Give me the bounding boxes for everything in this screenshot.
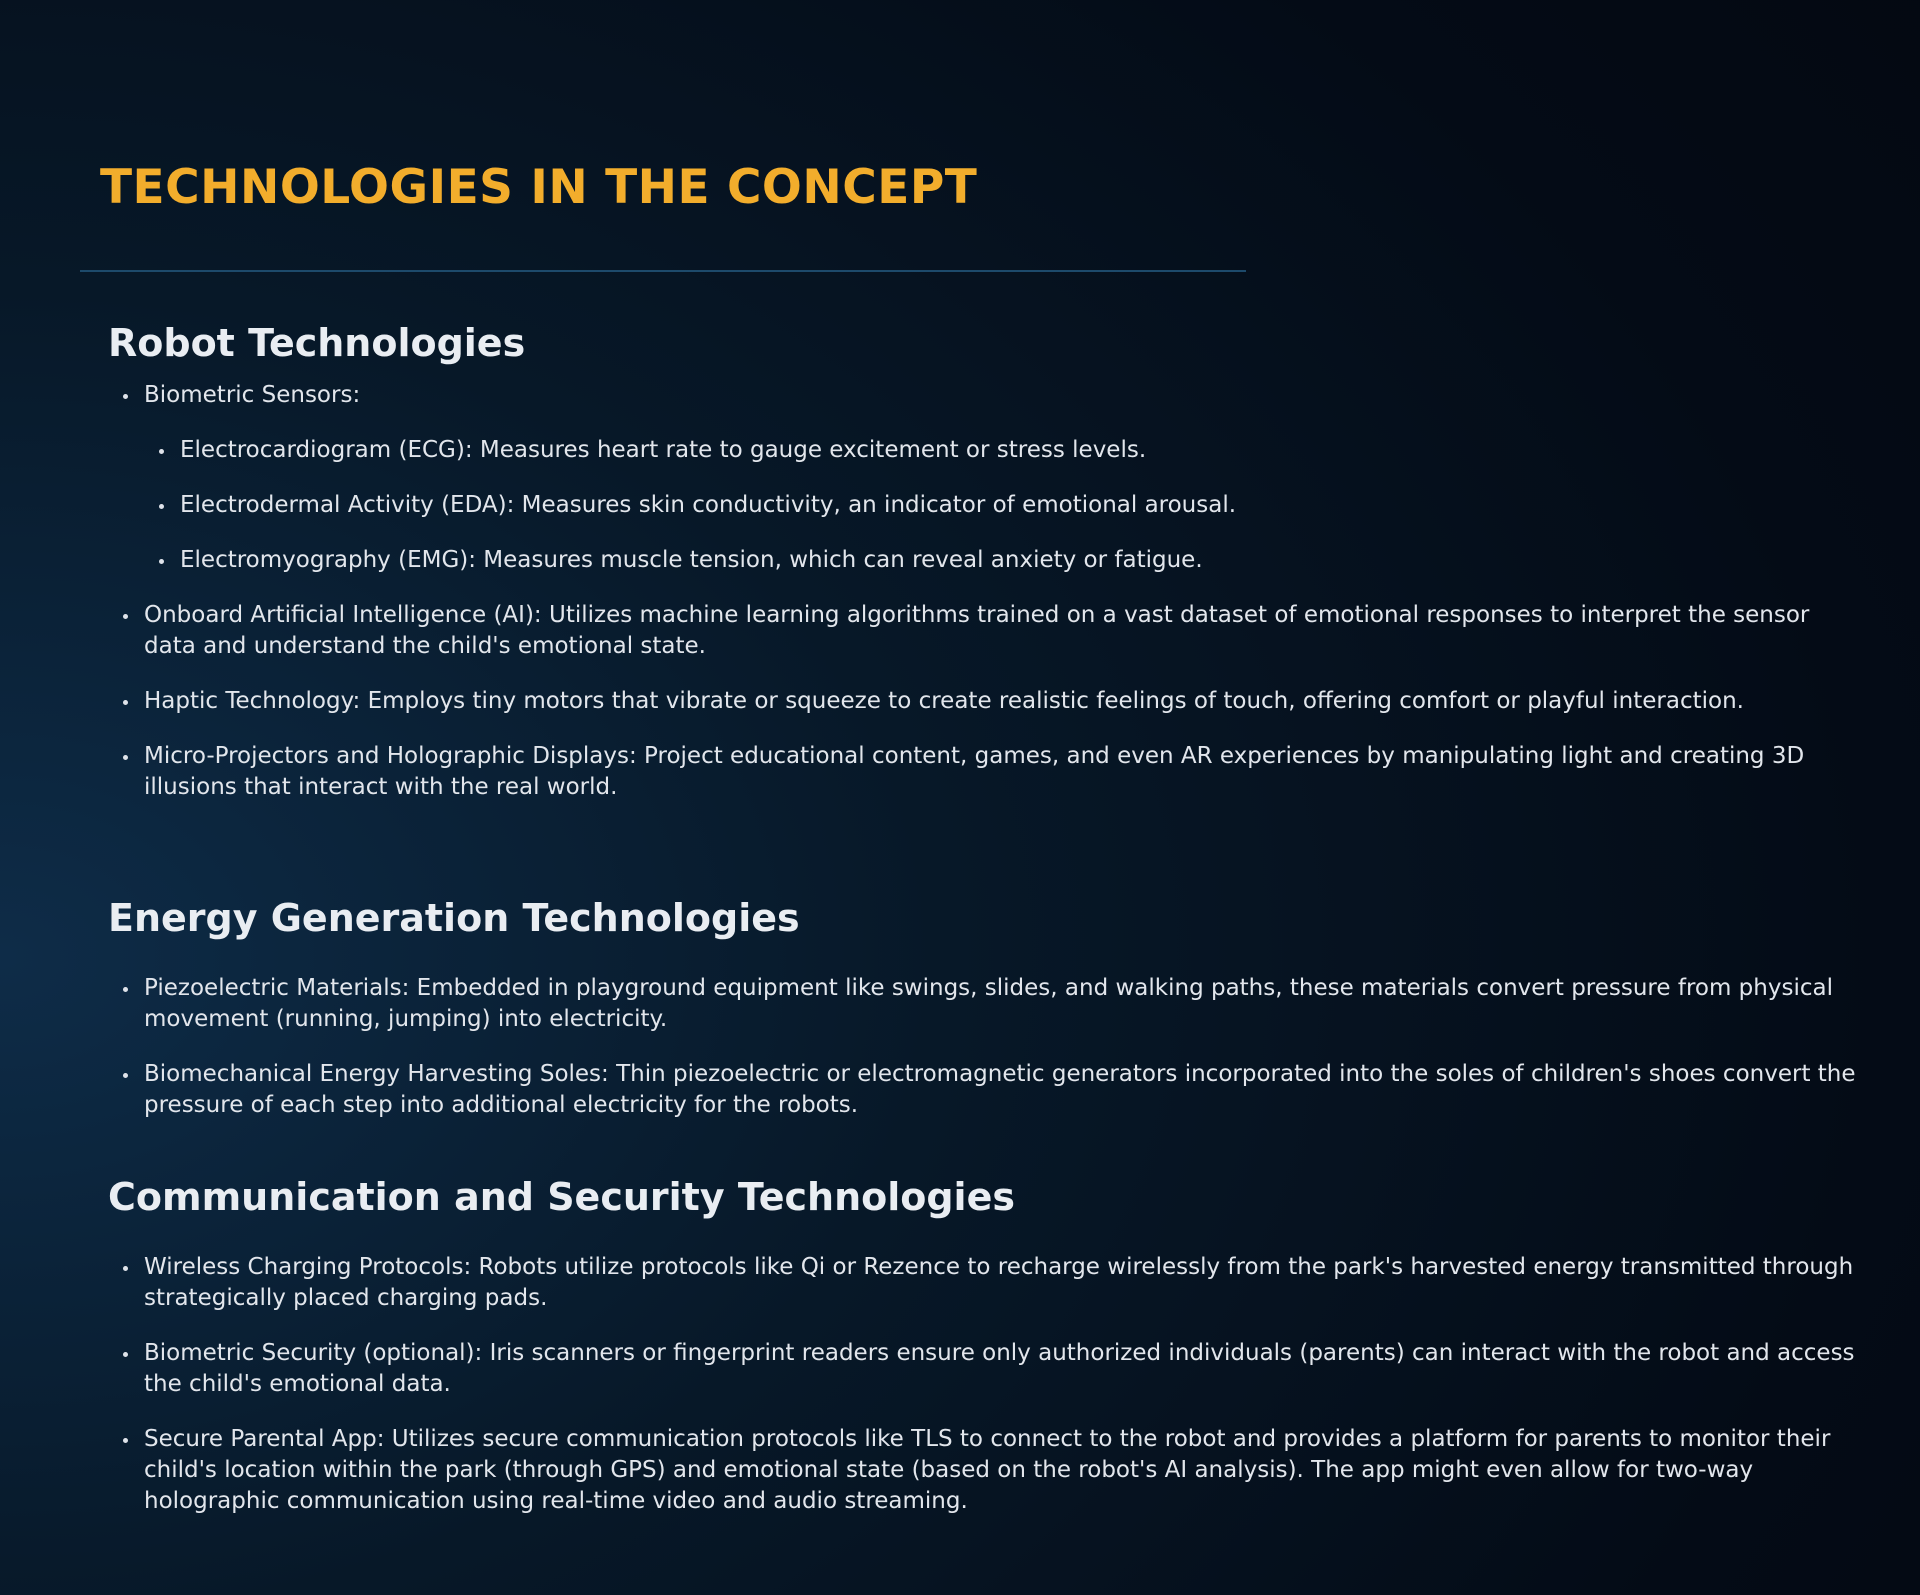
list-item-ecg: Electrocardiogram (ECG): Measures heart rate to gauge excitement or stress levels.	[144, 435, 1858, 466]
list-item-wireless-charging: Wireless Charging Protocols: Robots utilize protocols like Qi or Rezence to recharge wirelessly from the park's harvested energy transmitted through strategically placed charging pads.	[108, 1252, 1858, 1314]
page-title: TECHNOLOGIES IN THE CONCEPT	[100, 160, 978, 215]
robot-technologies-list	[108, 380, 1858, 803]
energy-technologies-list	[108, 973, 1858, 1121]
section-heading-robot: Robot Technologies	[108, 321, 526, 365]
list-item-piezoelectric-materials: Piezoelectric Materials: Embedded in playground equipment like swings, slides, and walking paths, these materials convert pressure from physical movement (running, jumping) into electricity.	[108, 973, 1858, 1035]
section-heading-energy: Energy Generation Technologies	[108, 896, 800, 940]
list-item-onboard-ai: Onboard Artificial Intelligence (AI): Utilizes machine learning algorithms trained on a vast dataset of emotional responses to interpret the sensor data and understand the child's emotional state.	[108, 600, 1858, 662]
section-energy-generation	[108, 893, 1858, 1145]
list-item-biometric-sensors: Biometric Sensors:	[108, 380, 1858, 411]
list-item-parental-app: Secure Parental App: Utilizes secure communication protocols like TLS to connect to the robot and provides a platform for parents to monitor their child's location within the park (through GPS) and emotional state (based on the robot's AI analysis). The app might even allow for two-way holographic communication using real-time video and audio streaming.	[108, 1424, 1858, 1517]
section-communication-security	[108, 1172, 1858, 1541]
section-heading-communication: Communication and Security Technologies	[108, 1175, 1015, 1219]
list-item-micro-projectors: Micro-Projectors and Holographic Displays: Project educational content, games, and even AR experiences by manipulating light and creating 3D illusions that interact with the real world.	[108, 741, 1858, 803]
list-item-eda: Electrodermal Activity (EDA): Measures skin conductivity, an indicator of emotional arousal.	[144, 490, 1858, 521]
communication-technologies-list	[108, 1252, 1858, 1517]
title-divider	[80, 270, 1246, 272]
list-item-emg: Electromyography (EMG): Measures muscle tension, which can reveal anxiety or fatigue.	[144, 545, 1858, 576]
list-item-biometric-security: Biometric Security (optional): Iris scanners or fingerprint readers ensure only authorized individuals (parents) can interact with the robot and access the child's emotional data.	[108, 1338, 1858, 1400]
section-robot-technologies	[108, 318, 1858, 827]
list-item-energy-harvesting-soles: Biomechanical Energy Harvesting Soles: Thin piezoelectric or electromagnetic generators incorporated into the soles of children's shoes convert the pressure of each step into additional electricity for the robots.	[108, 1059, 1858, 1121]
list-item-haptic-technology: Haptic Technology: Employs tiny motors that vibrate or squeeze to create realistic feelings of touch, offering comfort or playful interaction.	[108, 686, 1858, 717]
